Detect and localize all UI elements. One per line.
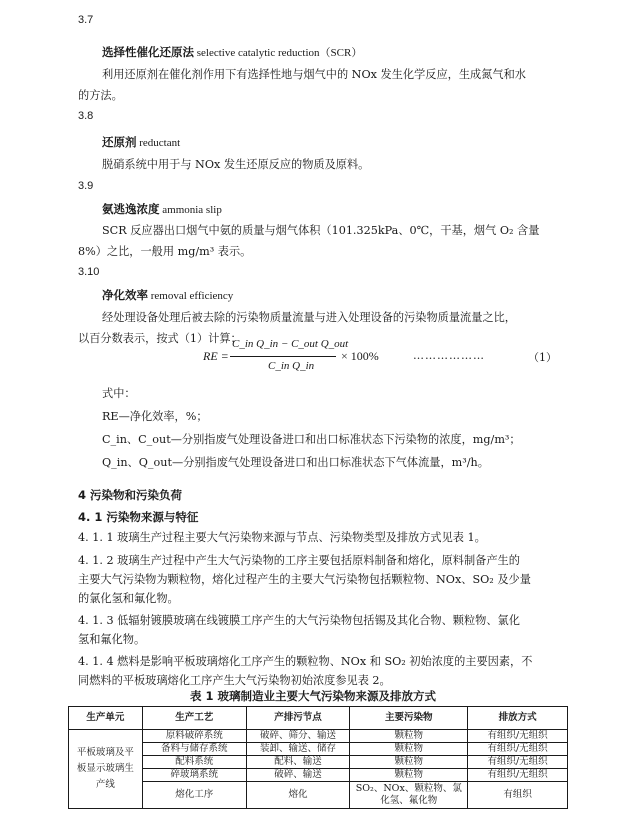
definition-line: 以百分数表示，按式（1）计算： <box>78 332 242 345</box>
definition-line: 8%）之比，一般用 mg/m³ 表示。 <box>78 245 252 258</box>
table-cell: 熔化 <box>246 782 350 809</box>
term-cn: 净化效率 <box>102 288 148 302</box>
table-header-row <box>69 707 568 730</box>
section-heading-4-1: 4. 1 污染物来源与特征 <box>78 510 199 524</box>
table-cell: 有组织/无组织 <box>468 756 568 769</box>
table-cell: 备料与储存系统 <box>142 743 246 756</box>
fraction-bar <box>230 356 336 357</box>
table-cell: 破碎、筛分、输送 <box>246 730 350 743</box>
term-en: ammonia slip <box>159 204 222 216</box>
term-scr <box>102 44 362 60</box>
equation-number: （1） <box>528 351 557 364</box>
table-cell: 配料系统 <box>142 756 246 769</box>
term-ammonia-slip <box>102 201 222 217</box>
term-reductant <box>102 134 180 150</box>
table-cell: 颗粒物 <box>350 743 468 756</box>
paragraph-4-1-2-line: 主要大气污染物为颗粒物，熔化过程产生的主要大气污染物包括颗粒物、NOx、SO₂ 及少量 <box>78 573 531 586</box>
formula-lhs: RE = <box>203 349 229 363</box>
formula-denominator: C_in Q_in <box>268 360 315 372</box>
header-cell: 排放方式 <box>468 707 568 730</box>
where-intro: 式中： <box>102 387 136 400</box>
where-re: RE—净化效率，%； <box>102 410 208 423</box>
table-cell: 原料破碎系统 <box>142 730 246 743</box>
table-cell: 颗粒物 <box>350 769 468 782</box>
table-cell: 有组织/无组织 <box>468 730 568 743</box>
table-cell: 破碎、输送 <box>246 769 350 782</box>
production-unit-cell: 平板玻璃及平板显示玻璃生产线 <box>69 730 143 809</box>
table-row <box>69 756 568 769</box>
table-row <box>69 730 568 743</box>
header-cell: 生产工艺 <box>142 707 246 730</box>
definition-line: 的方法。 <box>78 89 123 102</box>
table-cell: 熔化工序 <box>142 782 246 809</box>
paragraph-4-1-1: 4. 1. 1 玻璃生产过程主要大气污染物来源与节点、污染物类型及排放方式见表 1。 <box>78 531 486 544</box>
term-cn: 还原剂 <box>102 135 137 149</box>
table-cell: 有组织/无组织 <box>468 769 568 782</box>
section-number-3-7: 3.7 <box>78 14 94 26</box>
paragraph-4-1-2: 4. 1. 2 玻璃生产过程中产生大气污染物的工序主要包括原料制备和熔化，原料制备产生的 <box>78 554 520 567</box>
formula-leader-dots: ……………… <box>413 349 485 362</box>
table-cell: 碎玻璃系统 <box>142 769 246 782</box>
paragraph-4-1-4-line: 同燃料的平板玻璃熔化工序产生大气污染物初始浓度参见表 2。 <box>78 674 391 687</box>
table-cell: 装卸、输送、储存 <box>246 743 350 756</box>
pollution-source-table <box>68 706 568 809</box>
definition-line: 经处理设备处理后被去除的污染物质量流量与进入处理设备的污染物质量流量之比， <box>102 311 516 324</box>
section-number-3-9: 3.9 <box>78 180 94 192</box>
term-en: selective catalytic reduction（SCR） <box>194 47 363 59</box>
header-cell: 生产单元 <box>69 707 143 730</box>
paragraph-4-1-3-line: 氢和氟化物。 <box>78 633 146 646</box>
term-en: reductant <box>136 137 181 149</box>
definition-line: SCR 反应器出口烟气中氨的质量与烟气体积（101.325kPa、0℃，干基，烟气 O₂ 含量 <box>102 224 540 237</box>
paragraph-4-1-2-line: 的氯化氢和氟化物。 <box>78 592 179 605</box>
section-number-3-8: 3.8 <box>78 110 94 122</box>
term-cn: 选择性催化还原法 <box>102 45 194 59</box>
where-c: C_in、C_out—分别指废气处理设备进口和出口标准状态下污染物的浓度，mg/m³； <box>102 433 521 446</box>
table-cell: 颗粒物 <box>350 756 468 769</box>
table-row <box>69 769 568 782</box>
paragraph-4-1-3: 4. 1. 3 低辐射镀膜玻璃在线镀膜工序产生的大气污染物包括锡及其化合物、颗粒物、氯化 <box>78 614 520 627</box>
header-cell: 产排污节点 <box>246 707 350 730</box>
header-cell: 主要污染物 <box>350 707 468 730</box>
term-removal-efficiency <box>102 287 233 303</box>
definition-line: 脱硝系统中用于与 NOx 发生还原反应的物质及原料。 <box>102 158 370 171</box>
table-cell: 有组织 <box>468 782 568 809</box>
table-row <box>69 743 568 756</box>
formula-numerator: C_in Q_in − C_out Q_out <box>232 338 349 350</box>
formula-times: × 100% <box>341 349 379 363</box>
table-cell: 有组织/无组织 <box>468 743 568 756</box>
term-cn: 氨逃逸浓度 <box>102 202 160 216</box>
table-cell: 配料、输送 <box>246 756 350 769</box>
paragraph-4-1-4: 4. 1. 4 燃料是影响平板玻璃熔化工序产生的颗粒物、NOx 和 SO₂ 初始浓度的主要因素，不 <box>78 655 533 668</box>
section-number-3-10: 3.10 <box>78 266 100 278</box>
section-heading-4: 4 污染物和污染负荷 <box>78 488 183 502</box>
table-row <box>69 782 568 809</box>
table-caption: 表 1 玻璃制造业主要大气污染物来源及排放方式 <box>190 689 437 703</box>
where-q: Q_in、Q_out—分别指废气处理设备进口和出口标准状态下气体流量，m³/h。 <box>102 456 489 469</box>
term-en: removal efficiency <box>148 290 234 302</box>
table-cell: SO₂、NOx、颗粒物、氯化氢、氟化物 <box>350 782 468 809</box>
definition-line: 利用还原剂在催化剂作用下有选择性地与烟气中的 NOx 发生化学反应，生成氮气和水 <box>102 68 526 81</box>
table-cell: 颗粒物 <box>350 730 468 743</box>
